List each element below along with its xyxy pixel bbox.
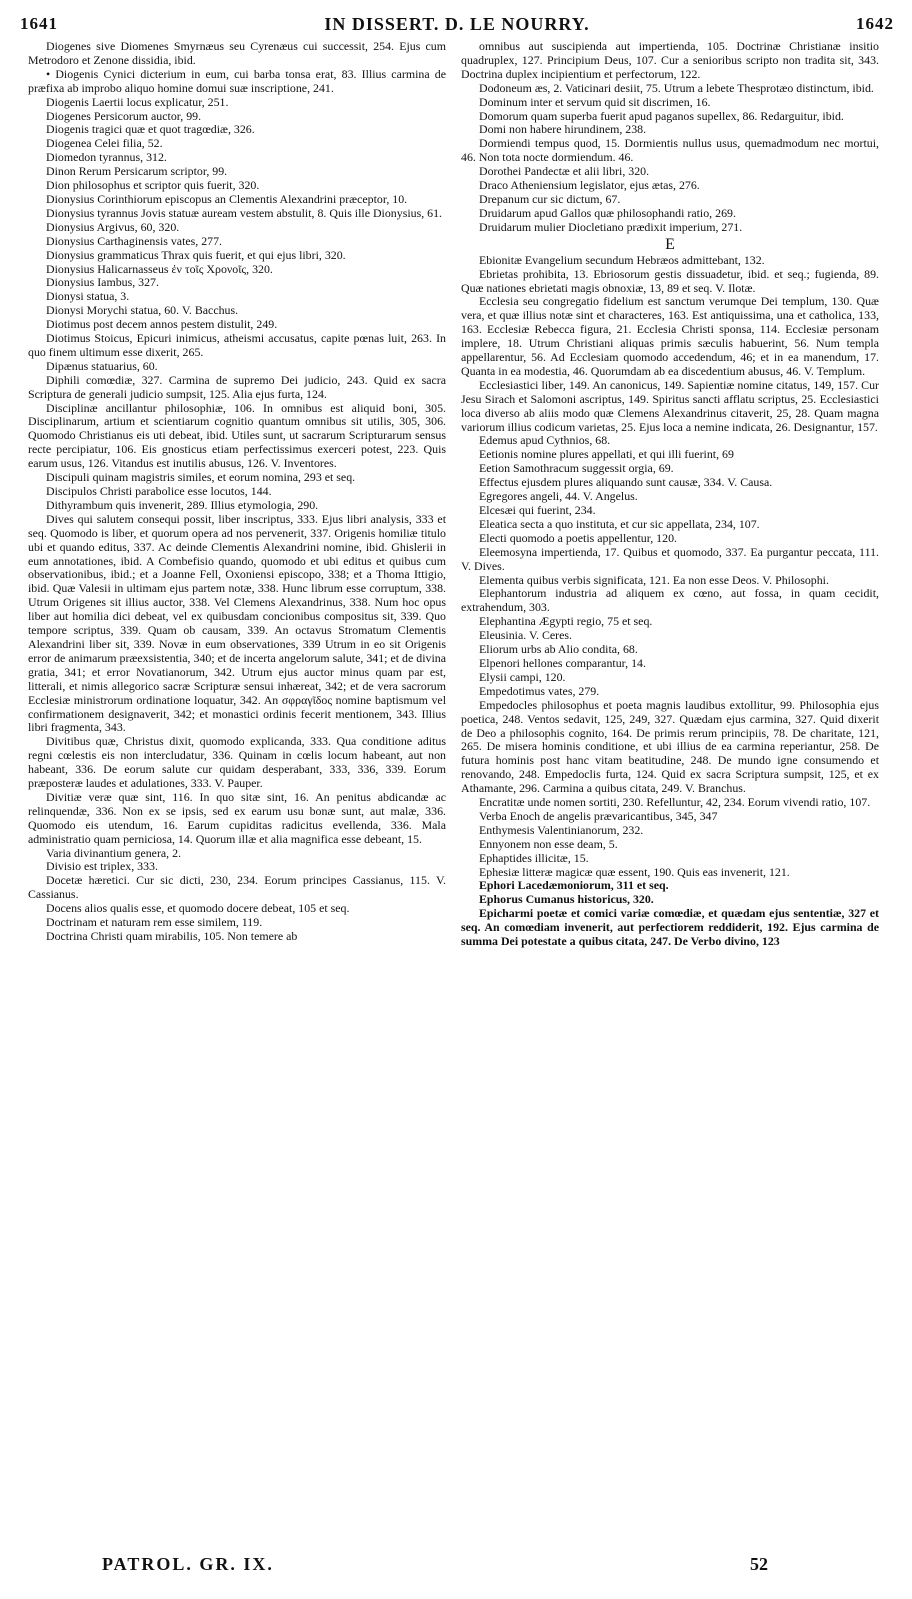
index-entry: Disciplinæ ancillantur philosophiæ, 106. In omnibus est aliquid boni, 305. Disciplinarum, artium et scientiarum cognitio quantum omnibus sit utilis, 305, 306. Quomodo Christianus eis uti debeat, ibid. Utiles sunt, ut sacrarum Scripturarum sensus recte percipiatur, 106. Eis gnosticus etiam perfectissimus exerceri potest, 223. Quis earum usus, 126. Vitandus est inutilis abusus, 126. V. Inventores. [28, 400, 446, 471]
index-entry: Drepanum cur sic dictum, 67. [479, 191, 621, 206]
index-entry: Eleemosyna impertienda, 17. Quibus et quomodo, 337. Ea purgantur peccata, 111. V. Dives. [461, 544, 879, 573]
index-entry: Egregores angeli, 44. V. Angelus. [479, 489, 638, 504]
index-entry: Dionysius tyrannus Jovis statuæ auream vestem abstulit, 8. Quis ille Dionysius, 61. [46, 205, 443, 220]
page-number-left: 1641 [20, 14, 58, 33]
index-entry: Elementa quibus verbis significata, 121. Ea non esse Deos. V. Philosophi. [479, 572, 829, 587]
index-entry: Divisio est triplex, 333. [46, 859, 158, 874]
index-entry: Eleatica secta a quo instituta, et cur sic appellata, 234, 107. [479, 516, 760, 531]
index-entry: Doctrinam et naturam rem esse similem, 119. [46, 915, 263, 930]
index-entry: Druidarum apud Gallos quæ philosophandi ratio, 269. [479, 205, 736, 220]
index-column-left [28, 40, 446, 1538]
index-entry: Dionysius Argivus, 60, 320. [46, 219, 180, 234]
index-entry: Ecclesiastici liber, 149. An canonicus, 149. Sapientiæ nomine citatus, 149, 157. Cur Jesu Sirach et Salomoni ascriptus, 149. Spiritus sancti afflatu scriptus, 25. Ecclesiastici loca diverso ab aliis modo quæ Clemens Alexandrinus citaverit, 25, 28. Quam magna variorum illius codicum varietas, 25. Ejus loca a nemine indicata, 26. Designantur, 157. [461, 377, 879, 434]
index-entry: Eleusinia. V. Ceres. [479, 628, 573, 643]
index-entry: Empedotimus vates, 279. [479, 683, 600, 698]
running-header [20, 8, 894, 36]
index-entry: Domi non habere hirundinem, 238. [479, 122, 647, 137]
index-entry: Diogenis tragici quæ et quot tragœdiæ, 326. [46, 122, 255, 137]
index-entry: Druidarum mulier Diocletiano prædixit imperium, 271. [479, 219, 743, 234]
index-entry: Dionysi statua, 3. [46, 289, 130, 304]
page-number-right: 1642 [856, 14, 894, 33]
index-entry: Divitiæ veræ quæ sint, 116. In quo sitæ sint, 16. An penitus abdicandæ ac relinquendæ, 336. Non ex se ipsis, sed ex earum usu bonæ sunt, aut malæ, 336. Quomodo eis utendum, 16. Earum cupiditas radicitus evellenda, 336. Mala administratio quam perniciosa, 14. Quorum illæ et alia magnifica esse debeant, 15. [28, 789, 446, 846]
index-entry: Dionysius grammaticus Thrax quis fuerit, et qui ejus libri, 320. [46, 247, 346, 262]
index-entry: Electi quomodo a poetis appellentur, 120. [479, 530, 677, 545]
index-entry: Ennyonem non esse deam, 5. [479, 836, 618, 851]
index-entry: Discipulos Christi parabolice esse locutos, 144. [46, 484, 272, 498]
index-entry: Dominum inter et servum quid sit discrimen, 16. [479, 94, 711, 109]
index-entry: Diogenis Laertii locus explicatur, 251. [46, 94, 229, 109]
sheet-number: 52 [750, 1554, 768, 1574]
index-entry: Encratitæ unde nomen sortiti, 230. Refelluntur, 42, 234. Eorum vivendi ratio, 107. [479, 795, 871, 810]
index-entry: Ebrietas prohibita, 13. Ebriosorum gestis dissuadetur, ibid. et seq.; fugienda, 89. Quæ nationes ebrietati magis obnoxiæ, 13, 89 et seq. V. Ilotæ. [461, 266, 879, 295]
index-entry: Diogenes sive Diomenes Smyrnæus seu Cyrenæus cui successit, 254. Ejus cum Metrodoro et Zenone dissidia, ibid. [28, 40, 446, 67]
index-entry: Edemus apud Cythnios, 68. [479, 433, 611, 448]
index-entry: Diotimus post decem annos pestem distulit, 249. [46, 317, 278, 332]
index-entry: Docens alios qualis esse, et quomodo docere debeat, 105 et seq. [46, 901, 350, 916]
index-entry: Dion philosophus et scriptor quis fuerit, 320. [46, 178, 260, 193]
index-entry: Domorum quam superba fuerit apud paganos supellex, 86. Redarguitur, ibid. [479, 108, 844, 123]
index-entry: Elysii campi, 120. [479, 669, 566, 684]
index-entry: Doctrina Christi quam mirabilis, 105. Non temere ab [46, 929, 298, 943]
index-entry: Dithyrambum quis invenerit, 289. Illius etymologia, 290. [46, 497, 319, 512]
index-entry: Docetæ hæretici. Cur sic dicti, 230, 234. Eorum principes Cassianus, 115. V. Cassianus. [28, 873, 446, 902]
index-entry: Dionysius Corinthiorum episcopus an Clementis Alexandrini præceptor, 10. [46, 191, 408, 206]
index-entry: Epicharmi poetæ et comici variæ comœdiæ, et quædam ejus sententiæ, 327 et seq. An comœdiam invenerit, aut perfectiorem reddiderit, 192. Ejus carmina de summa Dei potestate a quibus citata, 247. De Verbo divino, 123 [461, 906, 879, 949]
index-entry: Ephaptides illicitæ, 15. [479, 850, 589, 865]
section-letter: E [665, 235, 675, 253]
index-entry: Ecclesia seu congregatio fidelium est sanctum verumque Dei templum, 130. Quæ vera, et quæ illius notæ sint et characteres, 163. Est antiquissima, una et catholica, 133, 163. Ecclesiæ Rebecca figura, 21. Ecclesia Christi sponsa, 114. Ecclesiæ personam implere, 18. Utrum Christiani aliquas primis sæculis habuerint, 56. Num templa appellarentur, 56. Ad Ecclesiam quomodo accedendum, 46; et in ea manendum, 17. Quanta in ea modestia, 46. Quorumdam ab ea discedentium abusus, 46. V. Templum. [461, 294, 879, 378]
index-entry: Diogenes Persicorum auctor, 99. [46, 108, 202, 123]
index-entry: Empedocles philosophus et poeta magnis laudibus extollitur, 99. Philosophia ejus poetica, 248. Ventos sedavit, 125, 249, 327. Quædam ejus carmina, 327. Quid dixerit de Deo a philosophis cognito, 164. De primis rerum principiis, 78. De charitate, 121, 265. De misera hominis conditione, et ubi illius de ea carmina reperiantur, 258. De futura hominis post hanc vitam beatitudine, 248. De mundo igne consumendo et renovando, 248. Empedoclis furta, 124. Quid ex sacra Scriptura sumpsit, 125, et ex Athamante, 296. Carmina a quibus citata, 249. V. Branchus. [461, 697, 879, 796]
index-entry: Dives qui salutem consequi possit, liber inscriptus, 333. Ejus libri analysis, 333 et seq. Quomodo is liber, et quorum opera ad nos pervenerit, 337. Origenis homiliæ titulo ubi et quando editus, 337. Ac deinde Clementis Alexandrini nomine, ibid. Ghislerii in eum annotationes, ibid. A Combefisio quando, quomodo et ubi editus et quibus cum observationibus, ibid.; et a Joanne Fell, Oxoniensi episcopo, 338; et a Thoma Ittigio, ibid. Quæ Valesii in ultimam ejus partem notæ, 338. Hunc librum esse corruptum, 338. Utrum Origenes sit illius auctor, 338. Vel Clemens Alexandrinus, 338. Num hoc opus liber aut homilia dici debeat, vel ex quibusdam concionibus compositus sit, 339. Quo tempore scriptus, 339. Quam ob causam, 339. An octavus Stromatum Clementis Alexandrini liber sit, 339. Novæ in eum observationes, 339 Utrum in eo sit Origenis error de animarum præexsistentia, 340; et de incerta angelorum salute, 341; et de divina gratia, 341; et error Novatianorum, 342. Utrum ejus auctor minus quam par est, litterali, et nimis allegorico sacræ Scripturæ sensui inhæreat, 342; et de vera sacrorum Ecclesiæ ministrorum ordinatione loquatur, 342. An σφραγῖδος nomine baptismum vel confirmationem designaverit, 342; et monastici ordinis fecerit mentionem, 343. Illius libri fragmenta, 343. [28, 511, 446, 735]
page-footer [0, 1550, 912, 1580]
index-entry: Elcesæi qui fuerint, 234. [479, 503, 596, 517]
index-entry: Dinon Rerum Persicarum scriptor, 99. [46, 164, 228, 179]
running-title: IN DISSERT. D. LE NOURRY. [324, 14, 590, 34]
index-entry: Diotimus Stoicus, Epicuri inimicus, atheismi accusatus, capite pœnas luit, 263. In quo finem ultimum esse dixerit, 265. [28, 331, 446, 359]
index-entry: Dionysius Carthaginensis vates, 277. [46, 233, 223, 248]
index-entry: Dodoneum æs, 2. Vaticinari desiit, 75. Utrum a lebete Thesprotæo distinctum, ibid. [479, 80, 874, 95]
index-entries-e [461, 254, 879, 949]
index-entry: Dorothei Pandectæ et alii libri, 320. [479, 164, 650, 179]
index-entry: Dionysi Morychi statua, 60. V. Bacchus. [46, 303, 239, 318]
index-entry: Diphili comœdiæ, 327. Carmina de supremo Dei judicio, 243. Quid ex sacra Scriptura de generali judicio sumpsit, 125. Alia ejus furta, 124. [28, 372, 446, 401]
index-entries-d [461, 40, 879, 235]
index-entry: Ephorus Cumanus historicus, 320. [479, 892, 654, 907]
index-entry: • Diogenis Cynici dicterium in eum, cui barba tonsa erat, 83. Illius carmina de præfixa ab improbo aliquo homine domui suæ inscriptione, 241. [28, 66, 446, 95]
index-entry: Diomedon tyrannus, 312. [46, 150, 167, 165]
index-entry: Eetion Samothracum suggessit orgia, 69. [479, 461, 674, 476]
index-entry: Dormiendi tempus quod, 15. Dormientis nullus usus, quemadmodum nec mortui, 46. Non tota nocte dormiendum. 46. [461, 136, 879, 165]
index-entry: Eetionis nomine plures appellati, et qui illi fuerint, 69 [479, 447, 734, 462]
index-entry: Draco Atheniensium legislator, ejus ætas, 276. [479, 178, 700, 193]
index-entry: Elpenori hellones comparantur, 14. [479, 655, 646, 670]
volume-signature: PATROL. GR. IX. [102, 1554, 274, 1574]
index-entry: Ephori Lacedæmoniorum, 311 et seq. [479, 878, 669, 893]
index-entry: Verba Enoch de angelis prævaricantibus, 345, 347 [479, 808, 718, 823]
index-entry: Varia divinantium genera, 2. [46, 845, 182, 860]
index-entry: Dionysius Iambus, 327. [46, 275, 159, 290]
index-entry: omnibus aut suscipienda aut impertienda, 105. Doctrinæ Christianæ insitio quadruplex, 127. Principium Deus, 107. Cur a senioribus scripto non tradita sit, 343. Doctrina duplex incipientium et perfectorum, 122. [461, 40, 879, 81]
index-entry: Discipuli quinam magistris similes, et eorum nomina, 293 et seq. [46, 470, 356, 485]
index-entry: Elephantina Ægypti regio, 75 et seq. [479, 614, 653, 629]
index-entry: Eliorum urbs ab Alio condita, 68. [479, 642, 638, 657]
index-entry: Divitibus quæ, Christus dixit, quomodo explicanda, 333. Qua conditione aditus regni cœlestis eis non intercludatur, 336. Quinam in cœlis locum habeant, aut non habeant, 336. De eorum salute cur quidam desperabant, 333, 336, 339. Eorum præposteræ laudes et adulationes, 333. V. Pauper. [28, 734, 446, 791]
index-entry: Diogenea Celei filia, 52. [46, 136, 163, 151]
index-entry: Elephantorum industria ad aliquem ex cœno, aut fossa, in quam cecidit, extrahendum, 303. [461, 586, 879, 615]
index-entry: Dipænus statuarius, 60. [46, 358, 158, 373]
index-column-right [461, 40, 879, 1538]
index-entry: Ephesiæ litteræ magicæ quæ essent, 190. Quis eas invenerit, 121. [479, 864, 790, 879]
index-entry: Dionysius Halicarnasseus ἐν τοῖς Χρονοῖς, 320. [46, 261, 273, 276]
index-entry: Effectus ejusdem plures aliquando sunt causæ, 334. V. Causa. [479, 475, 773, 490]
index-entry: Enthymesis Valentinianorum, 232. [479, 822, 644, 837]
index-entry: Ebionitæ Evangelium secundum Hebræos admittebant, 132. [479, 252, 765, 267]
